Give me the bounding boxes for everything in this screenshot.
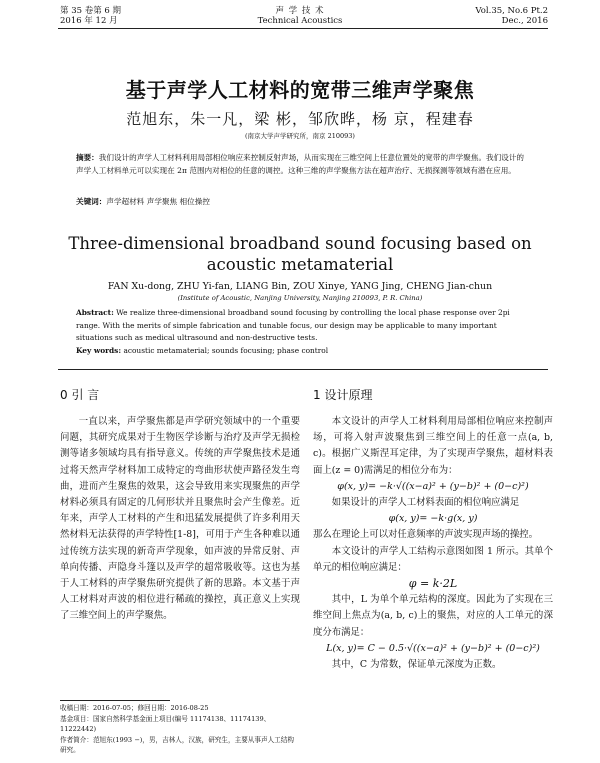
keywords-en-text: acoustic metamaterial; sounds focusing; phase control	[123, 345, 329, 355]
affiliation-cn: (南京大学声学研究所，南京 210093)	[245, 132, 355, 140]
journal-name-cn: 声 学 技 术	[275, 6, 325, 16]
header-rule	[58, 28, 548, 29]
header-right	[475, 6, 548, 26]
equation-1: φ(x, y)= −k·√((x−a)² + (y−b)² + (0−c)²)	[337, 480, 529, 492]
footnote-rule	[60, 700, 170, 701]
journal-name-en: Technical Acoustics	[257, 16, 343, 26]
authors-cn: 范旭东，朱一凡，梁 彬，邹欣晔，杨 京，程建春	[126, 110, 474, 128]
section-1-p3: 那么在理论上可以对任意频率的声波实现声场的操控。	[313, 529, 539, 541]
paper-title-en	[0, 233, 600, 275]
journal-volume-en: Vol.35, No.6 Pt.2	[475, 6, 548, 16]
journal-volume: 第 35 卷第 6 期	[60, 6, 122, 16]
footnote-received: 收稿日期：2016-07-05；修回日期：2016-08-25	[60, 704, 209, 712]
journal-date: 2016 年 12 月	[60, 16, 118, 26]
section-1-p1: 本文设计的声学人工材料利用局部相位响应来控制声场，可将入射声波聚焦到三维空间上的任意一点(a, b, c)。根据广义斯涅耳定律，为了实现声学聚焦，超材料表面上(z = 0)需满足的相位分布为：	[313, 416, 553, 476]
paper-title-cn: 基于声学人工材料的宽带三维声学聚焦	[125, 78, 475, 102]
journal-date-en: Dec., 2016	[501, 16, 548, 26]
keywords-cn-label: 关键词：	[76, 197, 107, 206]
keywords-cn-text: 声学超材料 声学聚焦 相位操控	[106, 197, 210, 206]
affiliation-en: (Institute of Acoustic, Nanjing University, Nanjing 210093, P. R. China)	[177, 294, 423, 302]
abstract-cn-label: 摘要：	[76, 153, 99, 162]
abstract-en-text: We realize three-dimensional broadband sound focusing by controlling the local phase response over 2pi range. With the merits of simple fabrication and tunable focus, our design may be applicable to many important situations such as medical ultrasound and non-destructive tests.	[76, 308, 510, 342]
footnote	[60, 703, 300, 756]
keywords-en-label: Key words:	[76, 345, 122, 355]
section-1-heading: 1 设计原理	[313, 388, 373, 402]
keywords-cn	[76, 196, 526, 209]
section-1-p5: 其中，L 为单个单元结构的深度。因此为了实现在三维空间上焦点为(a, b, c)上的聚焦，对应的人工单元的深度分布满足：	[313, 594, 553, 638]
abstract-en-block	[76, 307, 528, 345]
paper-title-en-line2: acoustic metamaterial	[206, 255, 394, 274]
section-0-heading: 0 引 言	[60, 388, 100, 402]
abstract-en-label: Abstract:	[76, 308, 114, 317]
abstract-rule	[58, 369, 548, 370]
section-1-p2: 如果设计的声学人工材料表面的相位响应满足	[331, 497, 520, 509]
section-1-body	[313, 414, 553, 673]
keywords-en	[76, 345, 528, 358]
abstract-en	[76, 307, 528, 357]
authors-en: FAN Xu-dong, ZHU Yi-fan, LIANG Bin, ZOU Xinye, YANG Jing, CHENG Jian-chun	[107, 281, 493, 292]
equation-4: L(x, y)= C − 0.5·√((x−a)² + (y−b)² + (0−c)²)	[326, 642, 540, 654]
abstract-cn-text: 我们设计的声学人工材料利用局部相位响应来控制反射声场，从而实现在三维空间上任意位置处的宽带的声学聚焦。我们设计的声学人工材料单元可以实现在 2π 范围内对相位的任意的调控。这种三维的声学聚焦方法在超声治疗、无损探测等领域有潜在应用。	[76, 153, 525, 175]
section-0-paragraph: 一直以来，声学聚焦都是声学研究领域中的一个重要问题，其研究成果对于生物医学诊断与治疗及声学无损检测等诸多领域均具有指导意义。传统的声学聚焦技术是通过将天然声学材料加工成特定的弯曲形状使声路径发生弯曲，进而产生聚焦的效果，这会导致用来实现聚焦的声学材料必须具有固定的几何形状并且聚焦时会产生像差。近年来，声学人工材料的产生和迅猛发展提供了许多利用天然材料无法获得的声学特性[1-8]，可用于产生各种难以通过传统方法实现的新奇声学现象，如声波的异常反射、声单向传播、声隐身斗篷以及声学的超常吸收等。这也为基于人工材料的声学聚焦研究提供了新的思路。本文基于声人工材料对声波的相位进行稀疏的操控，真正意义上实现了三维空间上的声学聚焦。	[60, 416, 300, 622]
abstract-cn	[76, 152, 526, 177]
paper-title-en-line1: Three-dimensional broadband sound focusing based on	[68, 234, 532, 253]
section-1-p4: 本文设计的声学人工结构示意图如图 1 所示。其单个单元的相位响应满足：	[313, 545, 553, 573]
footnote-fund: 基金项目：国家自然科学基金面上项目(编号 11174138、11174139、11222442)	[60, 714, 271, 733]
section-1-p6: 其中，C 为常数，保证单元深度为正数。	[331, 659, 502, 671]
equation-2: φ(x, y)= −k·g(x, y)	[388, 513, 478, 525]
footnote-author: 作者简介：范旭东(1993 −)，男，吉林人，汉族，研究生，主要从事声人工结构研究。	[60, 735, 294, 754]
equation-3: φ = k·2L	[408, 577, 458, 591]
